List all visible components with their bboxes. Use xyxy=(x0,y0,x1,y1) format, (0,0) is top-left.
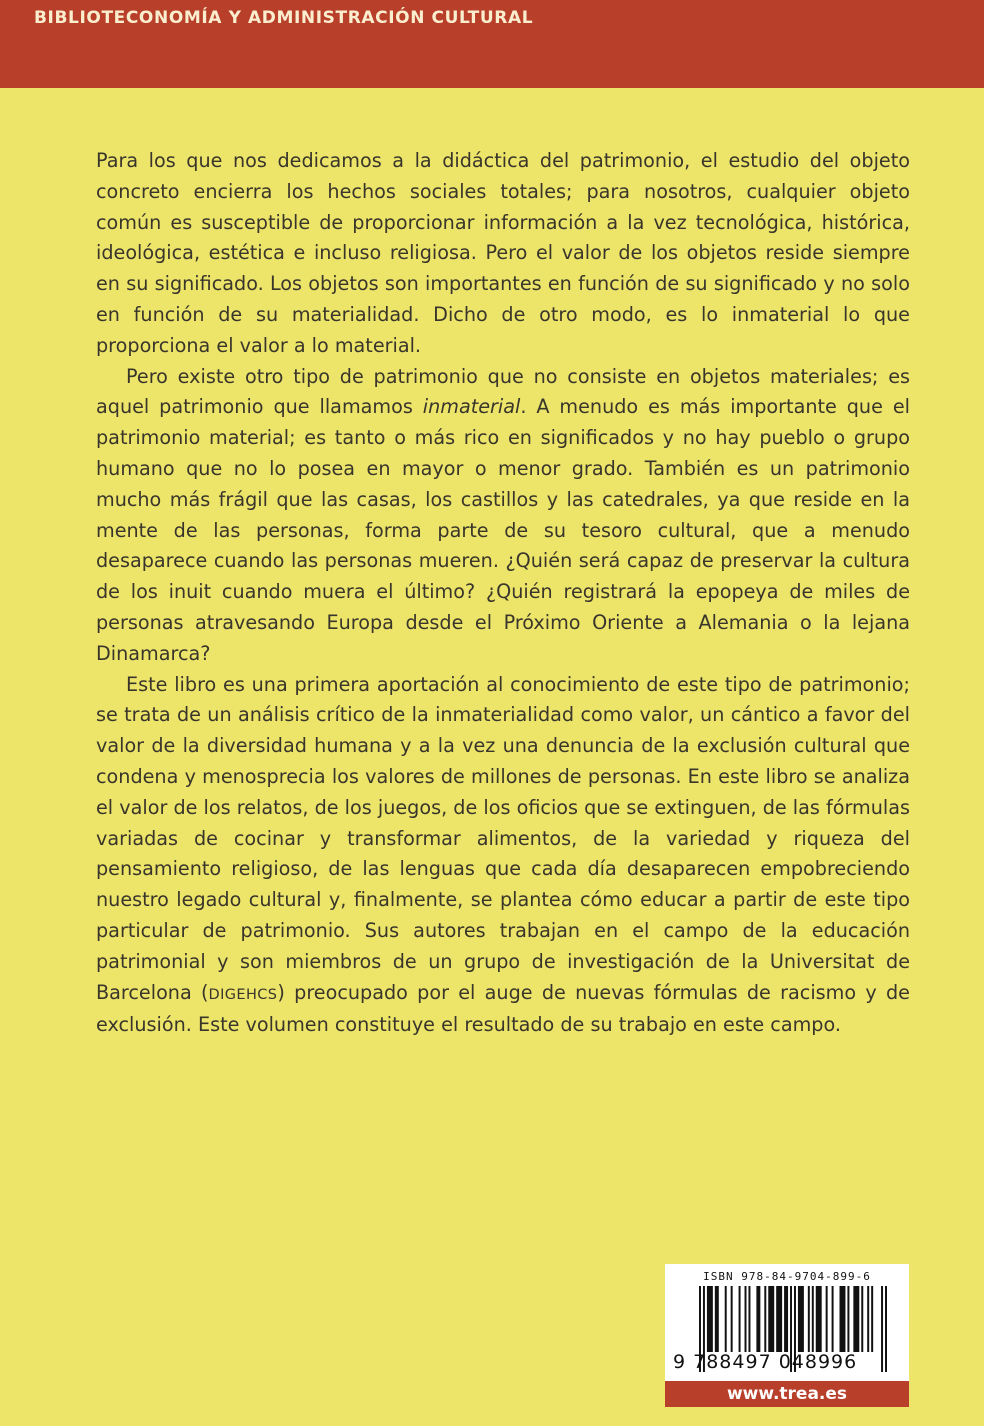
barcode-bar xyxy=(816,1286,822,1352)
barcode-bar xyxy=(707,1286,713,1352)
isbn-barcode xyxy=(665,1264,909,1381)
barcode-bar xyxy=(867,1286,869,1352)
barcode-bar xyxy=(745,1286,747,1352)
barcode-bar xyxy=(756,1286,760,1352)
barcode-bar xyxy=(715,1286,719,1352)
series-header-band xyxy=(0,0,984,88)
barcode-bar xyxy=(808,1286,810,1352)
barcode-bar xyxy=(784,1286,788,1352)
blurb-paragraph-3-start: Este libro es una primera aportación al conocimiento de este tipo de patrimonio; se trata de un análisis crítico de la inmaterialidad como valor, un cántico a favor del valor de la diversidad humana y a la vez una denuncia de la exclusión cultural que condena y menosprecia los valores de millones de personas. En este libro se analiza el valor de los relatos, de los juegos, de los oficios que se extinguen, de las fórmulas variadas de cocinar y transformar alimentos, de la variedad y riqueza del pensamiento religioso, de las lenguas que cada día desaparecen empobreciendo nuestro legado cultural y, finalmente, se plantea cómo educar a partir de este tipo particular de patrimonio. Sus autores trabajan en el campo de la educación patrimonial y son miembros de un grupo de investigación de la Universitat de Barcelona ( xyxy=(96,672,910,1004)
blurb-paragraph-3 xyxy=(96,670,910,1042)
italic-term-inmaterial: inmaterial xyxy=(422,395,521,419)
barcode-bar xyxy=(871,1286,873,1352)
barcode-bar xyxy=(764,1286,766,1352)
barcode-bar xyxy=(725,1286,727,1352)
barcode-bar xyxy=(731,1286,733,1352)
barcode-bar xyxy=(748,1286,750,1352)
barcode-bar xyxy=(812,1286,814,1352)
series-title: BIBLIOTECONOMÍA Y ADMINISTRACIÓN CULTURAL xyxy=(34,8,534,28)
barcode-bar xyxy=(840,1286,846,1352)
barcode-bar xyxy=(826,1286,828,1352)
blurb-paragraph-2-start: Pero existe otro tipo de patrimonio que no consiste en objetos materiales; es aquel patrimonio que llamamos xyxy=(96,364,910,419)
barcode-bar xyxy=(776,1286,782,1352)
blurb-paragraph-1: Para los que nos dedicamos a la didáctica del patrimonio, el estudio del objeto concreto encierra los hechos sociales totales; para nosotros, cualquier objeto común es susceptible de proporcionar información a la vez tecnológica, histórica, ideológica, estética e incluso religiosa. Pero el valor de los objetos reside siempre en su significado. Los objetos son importantes en función de su significado y no solo en función de su materialidad. Dicho de otro modo, es lo inmaterial lo que proporciona el valor a lo material. xyxy=(96,149,910,357)
blurb-paragraph-2-end: . A menudo es más importante que el patrimonio material; es tanto o más rico en significados y no hay pueblo o grupo humano que no lo posea en mayor o menor grado. También es un patrimonio mucho más frágil que las casas, los castillos y las catedrales, ya que reside en la mente de las personas, forma parte de su tesoro cultural, que a menudo desaparece cuando las personas mueren. ¿Quién será capaz de preservar la cultura de los inuit cuando muera el último? ¿Quién registrará la epopeya de miles de personas atravesando Europa desde el Próximo Oriente a Alemania o la lejana Dinamarca? xyxy=(96,395,910,665)
barcode-bar xyxy=(861,1286,863,1352)
isbn-label: ISBN 978-84-9704-899-6 xyxy=(703,1270,871,1283)
blurb-paragraph-3-end: ) preocupado por el auge de nuevas fórmulas de racismo y de exclusión. Este volumen constituye el resultado de su trabajo en este campo. xyxy=(96,980,910,1037)
back-cover-blurb xyxy=(96,146,910,1041)
barcode-bar xyxy=(739,1286,741,1352)
publisher-website: www.trea.es xyxy=(665,1381,909,1407)
barcode-bar xyxy=(798,1286,804,1352)
barcode-bar xyxy=(853,1286,859,1352)
blurb-paragraph-2 xyxy=(96,362,910,670)
barcode-bar xyxy=(847,1286,849,1352)
research-group-acronym: DIGEHCS xyxy=(208,986,278,1003)
barcode-bar xyxy=(768,1286,774,1352)
ean-digits: 9 788497 048996 xyxy=(673,1351,858,1373)
barcode-bar xyxy=(832,1286,834,1352)
